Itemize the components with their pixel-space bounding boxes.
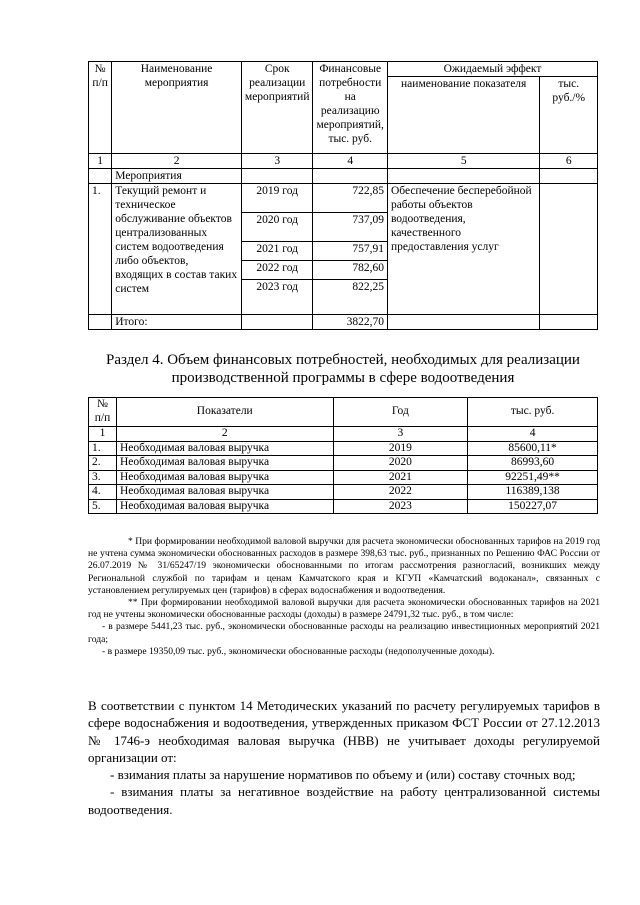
revenue-table — [88, 397, 598, 514]
header-indicator: Показатели — [116, 398, 333, 427]
footnote-3: - в размере 5441,23 тыс. руб., экономически обоснованные расходы на реализацию инвестиционных мероприятий 2021 года; — [88, 621, 600, 645]
header-unit: тыс. руб./% — [540, 77, 598, 154]
row-value: 86993,60 — [468, 456, 598, 471]
row-num: 5. — [89, 499, 117, 514]
header-term: Срок реализации мероприятий — [241, 62, 313, 154]
header-finance: Финансовые потребности на реализацию мероприятий, тыс. руб. — [313, 62, 387, 154]
header-name: Наименование мероприятия — [112, 62, 242, 154]
main-paragraph: В соответствии с пунктом 14 Методических указаний по расчету регулируемых тарифов в сфере водоснабжения и водоотведения, утвержденных приказом ФСТ России от 27.12.2013 № 1746-э необходимая валовая выручка (НВВ) не учитывает доходы регулируемой организации от: — [88, 698, 600, 765]
footnote-1: * При формировании необходимой валовой выручки для расчета экономически обоснованных тарифов на 2019 год не учтена сумма экономически обоснованных расходов в размере 398,63 тыс. руб., признанных по Решению ФАС России от 26.07.2019 № 31/65247/19 экономически обоснованными по итогам рассмотрения разногласий, возникших между Региональной службой по тарифам и ценам Камчатского края и КГУП «Камчатский водоканал», связанных с установлением регулируемых цен (тарифов) в сферах водоснабжения и водоотведения. — [88, 536, 600, 596]
col-number: 5 — [387, 154, 540, 169]
row-value: 150227,07 — [468, 499, 598, 514]
row-year: 2019 — [333, 441, 468, 456]
row-year: 2022 — [333, 485, 468, 500]
value-cell: 822,25 — [313, 280, 387, 315]
row-num: 1. — [89, 441, 117, 456]
col-number: 4 — [313, 154, 387, 169]
col-number: 1 — [89, 427, 117, 442]
year-cell: 2021 год — [241, 242, 313, 261]
header-indicator: наименование показателя — [387, 77, 540, 154]
col-number: 2 — [112, 154, 242, 169]
total-label: Итого: — [112, 315, 242, 330]
table-row — [89, 470, 598, 485]
list-item: - взимания платы за нарушение нормативов по объему и (или) составу сточных вод; — [110, 767, 576, 783]
year-cell: 2022 год — [241, 261, 313, 280]
row-name: Необходимая валовая выручка — [116, 470, 333, 485]
row-value: 116389,138 — [468, 485, 598, 500]
col-number: 3 — [241, 154, 313, 169]
row-num: 4. — [89, 485, 117, 500]
footnotes — [88, 536, 600, 658]
col-number: 2 — [116, 427, 333, 442]
total-value: 3822,70 — [313, 315, 387, 330]
item-num: 1. — [89, 184, 112, 315]
row-year: 2021 — [333, 470, 468, 485]
col-number: 1 — [89, 154, 112, 169]
row-value: 85600,11* — [468, 441, 598, 456]
header-value: тыс. руб. — [468, 398, 598, 427]
footnote-2: ** При формировании необходимой валовой выручки для расчета экономически обоснованных тарифов на 2021 год не учтены экономически обоснованные расходы (доходы) в размере 24791,32 тыс. руб., в том числе: — [88, 597, 600, 621]
row-year: 2020 — [333, 456, 468, 471]
main-text — [88, 697, 600, 818]
year-cell: 2020 год — [241, 213, 313, 242]
footnote-4: - в размере 19350,09 тыс. руб., экономически обоснованные расходы (недополученные доходы). — [102, 645, 495, 657]
value-cell: 722,85 — [313, 184, 387, 213]
row-name: Необходимая валовая выручка — [116, 499, 333, 514]
value-cell: 782,60 — [313, 261, 387, 280]
list-item: - взимания платы за негативное воздействие на работу централизованной системы водоотведения. — [88, 784, 600, 817]
col-number: 4 — [468, 427, 598, 442]
year-cell: 2019 год — [241, 184, 313, 213]
section4-title: Раздел 4. Объем финансовых потребностей, необходимых для реализации производственной программы в сфере водоотведения — [106, 352, 580, 386]
row-name: Необходимая валовая выручка — [116, 441, 333, 456]
table-row — [89, 485, 598, 500]
row-year: 2023 — [333, 499, 468, 514]
header-effect: Ожидаемый эффект — [387, 62, 597, 77]
value-cell: 757,91 — [313, 242, 387, 261]
year-cell: 2023 год — [241, 280, 313, 315]
header-num: № п/п — [89, 62, 112, 154]
col-number: 6 — [540, 154, 598, 169]
row-name: Необходимая валовая выручка — [116, 485, 333, 500]
section-label: Мероприятия — [112, 169, 242, 184]
row-num: 3. — [89, 470, 117, 485]
measures-table — [88, 61, 598, 330]
effect-text: Обеспечение бесперебойной работы объектов водоотведения, качественного предоставления услуг — [387, 184, 540, 315]
header-num: № п/п — [89, 398, 117, 427]
table-row — [89, 441, 598, 456]
row-value: 92251,49** — [468, 470, 598, 485]
value-cell: 737,09 — [313, 213, 387, 242]
row-num: 2. — [89, 456, 117, 471]
table-row — [89, 456, 598, 471]
item-name: Текущий ремонт и техническое обслуживание объектов централизованных систем водоотведения либо объектов, входящих в состав таких систем — [112, 184, 242, 315]
table-row — [89, 499, 598, 514]
col-number: 3 — [333, 427, 468, 442]
row-name: Необходимая валовая выручка — [116, 456, 333, 471]
header-year: Год — [333, 398, 468, 427]
